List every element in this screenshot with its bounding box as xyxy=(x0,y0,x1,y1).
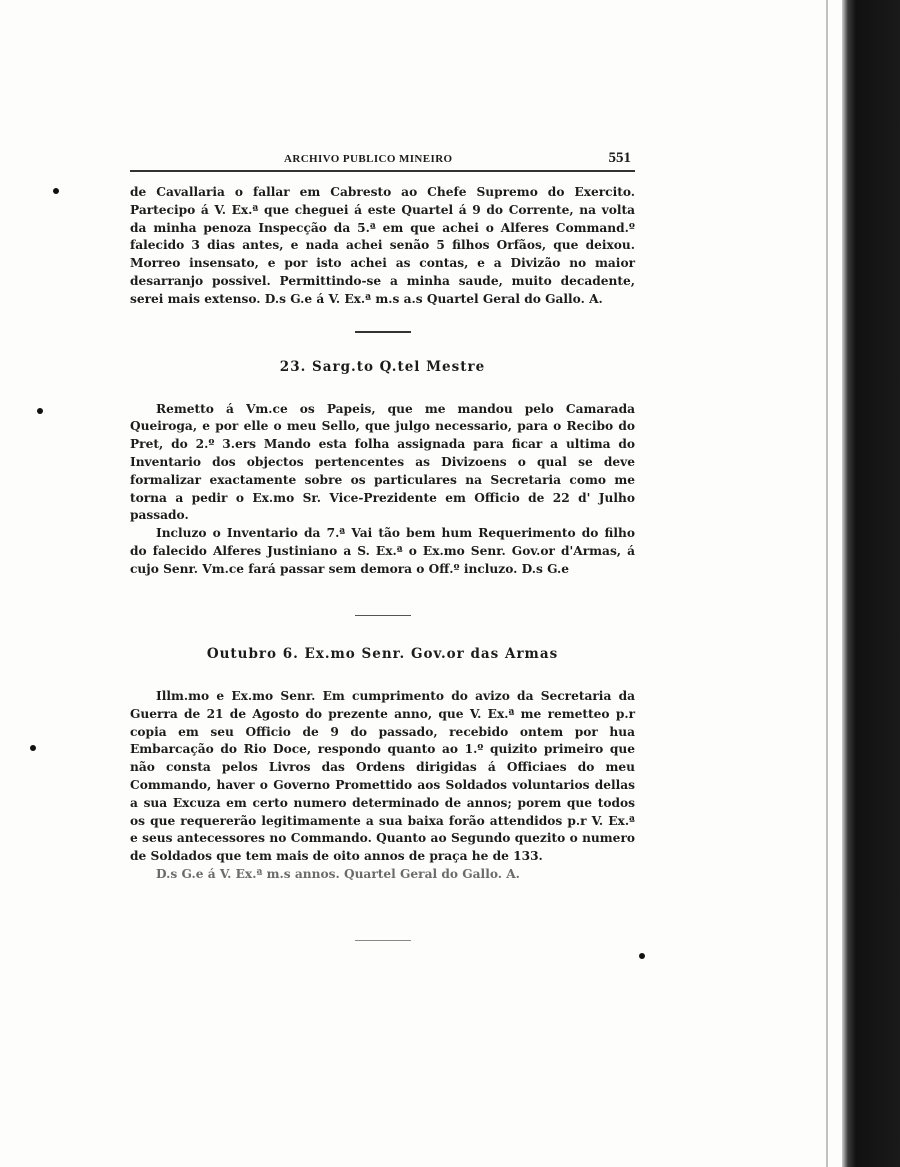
letter-paragraph: Incluzo o Inventario da 7.ª Vai tão bem hum Requerimento do filho do falecido Alferes Justiniano a S. Ex.ª o Ex.mo Senr. Gov.or d'Armas, á cujo Senr. Vm.ce fará passar sem demora o Off.º incluzo. D.s G.e xyxy=(130,526,635,576)
closing-line: D.s G.e á V. Ex.ª m.s annos. Quartel Geral do Gallo. A. xyxy=(156,867,520,882)
intro-paragraph: de Cavallaria o fallar em Cabresto ao Chefe Supremo do Exercito. Partecipo á V. Ex.ª que cheguei á este Quartel á 9 do Corrente, na volta da minha penoza Inspecção da 5.ª em que achei o Alferes Command.º falecido 3 dias antes, e nada achei senão 5 filhos Orfãos, que deixou. Morreo insensato, e por isto achei as contas, e a Divizão no maior desarranjo possivel. Permittindo-se a minha saude, muito decadente, serei mais extenso. D.s G.e á V. Ex.ª m.s a.s Quartel Geral do Gallo. A. xyxy=(130,185,635,306)
letter-paragraph: Remetto á Vm.ce os Papeis, que me mandou pelo Camarada Queiroga, e por elle o meu Sello, que julgo necessario, para o Recibo do Pret, do 2.º 3.ers Mando esta folha assignada para ficar a ultima do Inventario dos objectos pertencentes as Divizoens o qual se deve formalizar exactamente sobre os particulares na Secretaria como me torna a pedir o Ex.mo Sr. Vice-Prezidente em Officio de 22 d' Julho passado. xyxy=(130,401,635,523)
scan-dark-edge xyxy=(842,0,900,1167)
section-heading: 23. Sarg.to Q.tel Mestre xyxy=(279,358,486,375)
margin-mark xyxy=(53,188,59,194)
document-page xyxy=(130,150,635,967)
section-divider xyxy=(355,940,411,942)
running-header xyxy=(130,150,635,172)
section-divider xyxy=(355,331,411,333)
margin-mark xyxy=(30,745,36,751)
section-divider xyxy=(355,615,411,617)
page-gutter-line xyxy=(826,0,828,1167)
header-title: ARCHIVO PUBLICO MINEIRO xyxy=(284,153,453,165)
margin-mark xyxy=(639,953,645,959)
margin-mark xyxy=(37,408,43,414)
page-number: 551 xyxy=(608,150,631,166)
section-heading: Outubro 6. Ex.mo Senr. Gov.or das Armas xyxy=(206,646,559,663)
letter-paragraph: Illm.mo e Ex.mo Senr. Em cumprimento do avizo da Secretaria da Guerra de 21 de Agosto do prezente anno, que V. Ex.ª me remetteo p.r copia em seu Officio de 9 do passado, recebido ontem por hua Embarcação do Rio Doce, respondo quanto ao 1.º quizito primeiro que não consta pelos Livros das Ordens dirigidas á Officiaes do meu Commando, haver o Governo Promettido aos Soldados voluntarios dellas a sua Excuza em certo numero determinado de annos; porem que todos os que requererão legitimamente a sua baixa forão attendidos p.r V. Ex.ª e seus antecessores no Commando. Quanto ao Segundo quezito o numero de Soldados que tem mais de oito annos de praça he de 133. xyxy=(130,689,635,864)
